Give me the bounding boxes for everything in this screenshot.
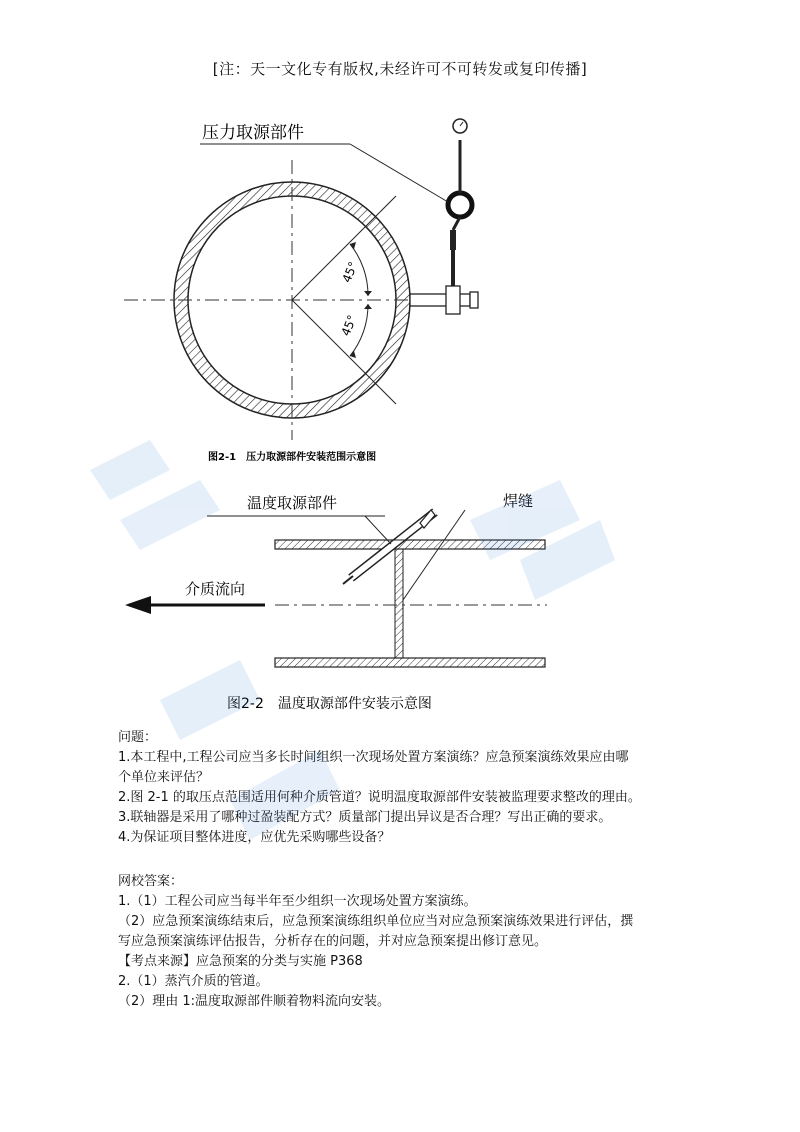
- angle-label-top: 45°: [339, 259, 361, 285]
- question-1-line-1: 1.本工程中,工程公司应当多长时间组织一次现场处置方案演练？应急预案演练效果应由哪: [118, 750, 629, 765]
- flow-arrow-icon: [125, 596, 151, 614]
- figure-2-2: [115, 478, 555, 723]
- weld-label: 焊缝: [503, 492, 534, 510]
- temperature-tap-label: 温度取源部件: [247, 494, 338, 512]
- angle-label-bottom: 45°: [338, 313, 360, 339]
- answer-1-2-line-1: （2）应急预案演练结束后，应急预案演练组织单位应当对应急预案演练效果进行评估，撰: [118, 914, 634, 929]
- figure-2-2-caption: 图2-2 温度取源部件安装示意图: [227, 696, 432, 712]
- temperature-tap-diagram: [115, 478, 555, 723]
- answer-2-2: （2）理由 1:温度取源部件顺着物料流向安装。: [118, 994, 391, 1009]
- figure-2-1-caption: 图2-1 压力取源部件安装范围示意图: [208, 452, 377, 463]
- question-3: 3.联轴器是采用了哪种过盈装配方式？质量部门提出异议是否合理？写出正确的要求。: [118, 810, 612, 825]
- answer-1-2-line-2: 写应急预案演练评估报告，分析存在的问题，并对应急预案提出修订意见。: [118, 934, 548, 949]
- question-1-line-2: 个单位来评估？: [118, 770, 210, 785]
- question-2: 2.图 2-1 的取压点范围适用何种介质管道？说明温度取源部件安装被监理要求整改的理由。: [118, 790, 641, 805]
- answer-source: 【考点来源】应急预案的分类与实施 P368: [118, 954, 363, 969]
- pressure-gauge-ball: [448, 193, 472, 217]
- copyright-notice: [注：天一文化专有版权,未经许可不可转发或复印传播]: [212, 60, 588, 78]
- answer-2-1: 2.（1）蒸汽介质的管道。: [118, 974, 269, 989]
- questions-heading: 问题：: [118, 730, 158, 745]
- pressure-tap-label: 压力取源部件: [202, 123, 304, 143]
- flow-direction-label: 介质流向: [185, 580, 246, 598]
- answers-section: [118, 872, 698, 1012]
- question-4: 4.为保证项目整体进度，应优先采购哪些设备？: [118, 830, 391, 845]
- weld-seam: [395, 549, 403, 658]
- pressure-tap-diagram: [110, 110, 510, 470]
- answer-1-1: 1.（1）工程公司应当每半年至少组织一次现场处置方案演练。: [118, 894, 477, 909]
- answers-heading: 网校答案：: [118, 874, 184, 889]
- figure-2-1: [110, 110, 510, 470]
- questions-section: [118, 728, 698, 848]
